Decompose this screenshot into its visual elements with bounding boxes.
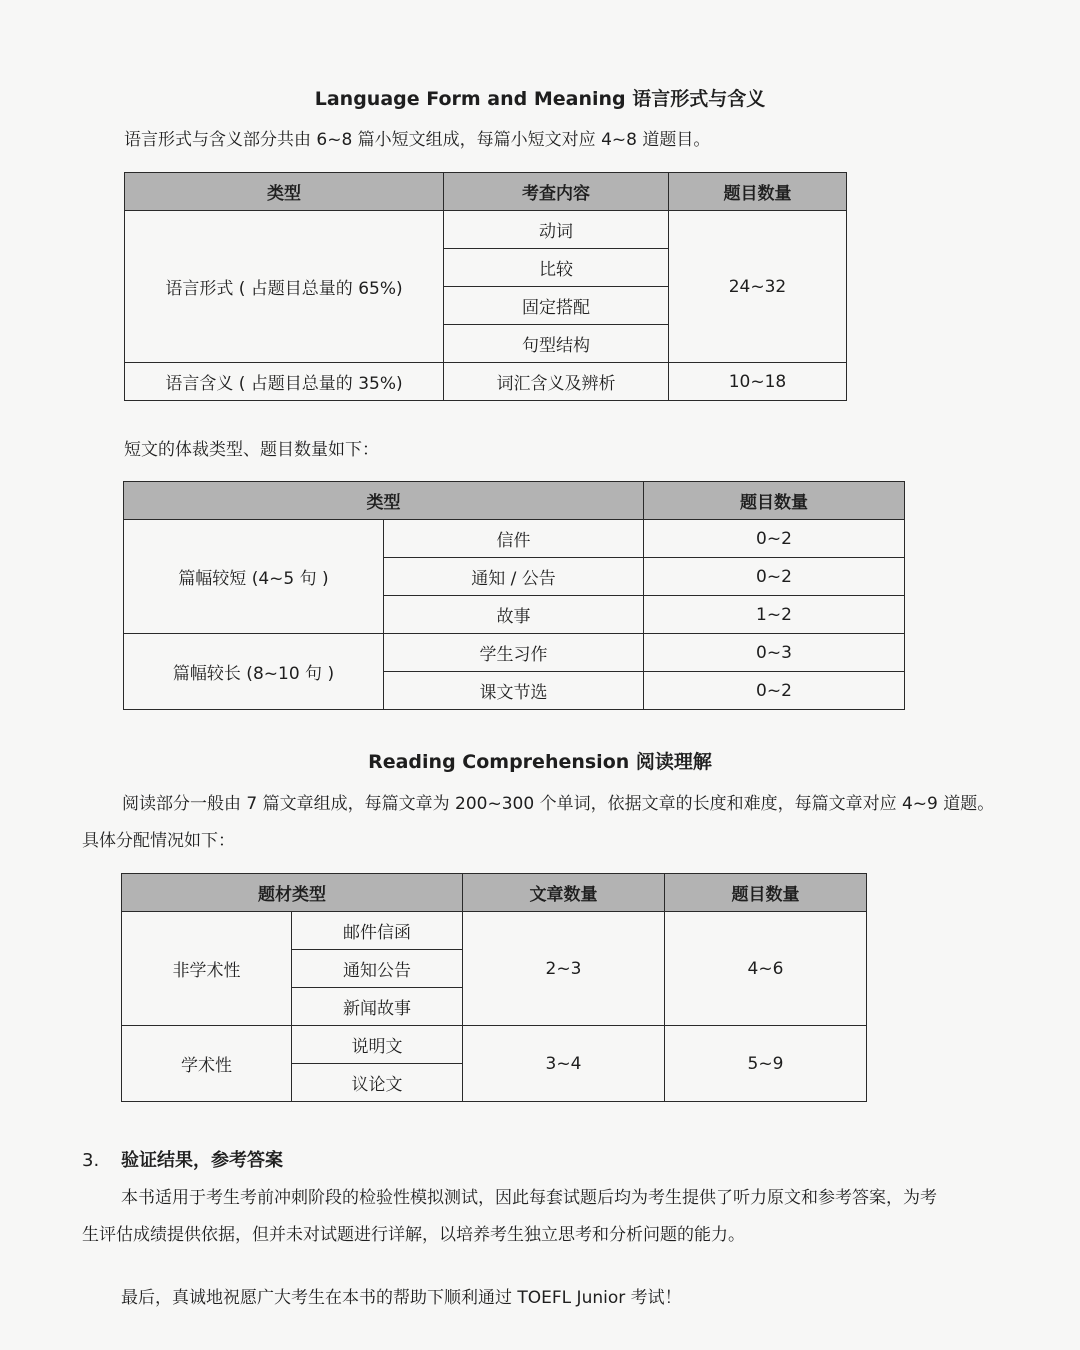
table-row: [124, 520, 905, 558]
section3-heading: 验证结果，参考答案: [121, 1150, 283, 1171]
table-header-row: [122, 874, 867, 912]
academic-questions-cell: 5~9: [665, 1026, 867, 1102]
subject-item-cell: 说明文: [292, 1026, 463, 1064]
form-item-cell: 句型结构: [444, 325, 669, 363]
genre-count-cell: 0~2: [644, 520, 905, 558]
table-header-row: [125, 173, 847, 211]
genre-type-cell: 学生习作: [384, 634, 644, 672]
col-header-count: 题目数量: [669, 173, 847, 211]
col-header-questions: 题目数量: [665, 874, 867, 912]
table-row: [122, 1026, 867, 1064]
col-header-content: 考查内容: [444, 173, 669, 211]
col-header-type: 类型: [125, 173, 444, 211]
section3-number: 3.: [82, 1150, 100, 1171]
form-label-cell: 语言形式 ( 占题目总量的 65%): [125, 211, 444, 363]
section3-para-line1: 本书适用于考生考前冲刺阶段的检验性模拟测试，因此每套试题后均为考生提供了听力原文和参考答案，为考: [121, 1188, 937, 1208]
table-row: [124, 634, 905, 672]
meaning-label-cell: 语言含义 ( 占题目总量的 35%): [125, 363, 444, 401]
form-item-cell: 动词: [444, 211, 669, 249]
long-label-cell: 篇幅较长 (8~10 句 ): [124, 634, 384, 710]
genre-type-cell: 故事: [384, 596, 644, 634]
col-header-count: 题目数量: [644, 482, 905, 520]
subject-item-cell: 新闻故事: [292, 988, 463, 1026]
academic-articles-cell: 3~4: [463, 1026, 665, 1102]
genre-type-cell: 信件: [384, 520, 644, 558]
table-row: [122, 912, 867, 950]
subject-item-cell: 通知公告: [292, 950, 463, 988]
genre-table: [123, 481, 905, 710]
subject-item-cell: 议论文: [292, 1064, 463, 1102]
genre-type-cell: 通知 / 公告: [384, 558, 644, 596]
genre-count-cell: 0~2: [644, 558, 905, 596]
nonacademic-label-cell: 非学术性: [122, 912, 292, 1026]
nonacademic-questions-cell: 4~6: [665, 912, 867, 1026]
meaning-count-cell: 10~18: [669, 363, 847, 401]
table-header-row: [124, 482, 905, 520]
closing-line: 最后，真诚地祝愿广大考生在本书的帮助下顺利通过 TOEFL Junior 考试！: [121, 1288, 682, 1308]
form-item-cell: 比较: [444, 249, 669, 287]
genre-count-cell: 1~2: [644, 596, 905, 634]
section1-intro: 语言形式与含义部分共由 6~8 篇小短文组成，每篇小短文对应 4~8 道题目。: [124, 130, 711, 150]
section2-heading: Reading Comprehension 阅读理解: [368, 751, 712, 773]
genre-count-cell: 0~3: [644, 634, 905, 672]
meaning-item-cell: 词汇含义及辨析: [444, 363, 669, 401]
section2-intro-line2: 具体分配情况如下：: [82, 831, 235, 851]
subject-item-cell: 邮件信函: [292, 912, 463, 950]
col-header-articles: 文章数量: [463, 874, 665, 912]
genre-type-cell: 课文节选: [384, 672, 644, 710]
nonacademic-articles-cell: 2~3: [463, 912, 665, 1026]
reading-table: [121, 873, 867, 1102]
form-count-cell: 24~32: [669, 211, 847, 363]
short-label-cell: 篇幅较短 (4~5 句 ): [124, 520, 384, 634]
language-form-table: [124, 172, 847, 401]
section2-intro-line1: 阅读部分一般由 7 篇文章组成，每篇文章为 200~300 个单词，依据文章的长度和难度，每篇文章对应 4~9 道题。: [122, 794, 995, 814]
genre-intro: 短文的体裁类型、题目数量如下：: [124, 440, 379, 460]
academic-label-cell: 学术性: [122, 1026, 292, 1102]
section1-heading: Language Form and Meaning 语言形式与含义: [314, 88, 766, 110]
table-row: [125, 211, 847, 249]
genre-count-cell: 0~2: [644, 672, 905, 710]
table-row: [125, 363, 847, 401]
col-header-subject: 题材类型: [122, 874, 463, 912]
col-header-type: 类型: [124, 482, 644, 520]
form-item-cell: 固定搭配: [444, 287, 669, 325]
section3-para-line2: 生评估成绩提供依据，但并未对试题进行详解，以培养考生独立思考和分析问题的能力。: [82, 1225, 745, 1245]
